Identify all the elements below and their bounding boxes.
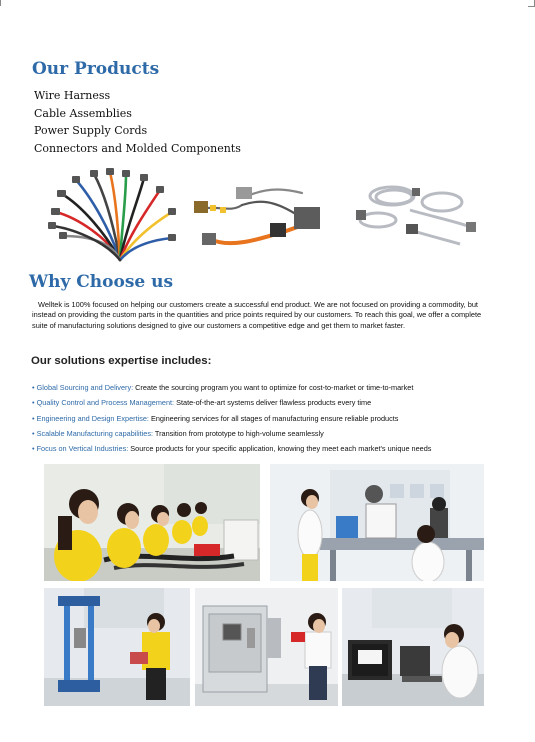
solution-text: State-of-the-art systems deliver flawless products every time <box>174 398 372 408</box>
intro-paragraph: Welltek is 100% focused on helping our customers create a successful end product. We are not focused on providing a commodity, but instead on providing the custom parts in the quantities and price points required by our customers. To reach this goal, we offer a complete suite of manufacturing solutions designed to give our customers a competitive edge and get them to market faster. <box>32 300 482 330</box>
product-item-wire-harness: Wire Harness <box>34 89 111 102</box>
environmental-chamber-photo <box>195 588 338 706</box>
solution-term: Engineering and Design Expertise: <box>36 413 149 423</box>
tensile-tester-photo <box>44 588 190 706</box>
bullet-marker: • <box>32 383 35 392</box>
bullet-marker: • <box>32 413 35 423</box>
solution-term: Quality Control and Process Management: <box>36 398 175 408</box>
engineering-workstation-photo <box>342 588 484 706</box>
power-cord-image <box>350 180 480 250</box>
product-item-power-supply-cords: Power Supply Cords <box>34 124 148 137</box>
cable-harness-image <box>190 183 326 255</box>
wire-bundle-image <box>48 168 178 264</box>
lab-testing-photo <box>270 464 484 581</box>
solution-text: Source products for your specific application, knowing they meet each market's unique needs <box>128 444 432 454</box>
bullet-marker: • <box>32 444 35 454</box>
why-choose-us-heading: Why Choose us <box>29 272 174 292</box>
solution-item <box>32 426 431 441</box>
solution-term: Focus on Vertical Industries: <box>36 444 129 454</box>
our-products-heading: Our Products <box>32 59 160 79</box>
solution-text: Engineering services for all stages of manufacturing ensure reliable products <box>148 413 399 423</box>
product-item-cable-assemblies: Cable Assemblies <box>34 106 132 120</box>
solution-text: Transition from prototype to high-volume seamlessly <box>153 428 324 438</box>
bullet-marker: • <box>32 398 35 408</box>
solution-item <box>32 380 431 395</box>
product-item-connectors: Connectors and Molded Components <box>34 141 241 155</box>
solution-term: Global Sourcing and Delivery: <box>36 383 134 392</box>
solutions-list <box>32 380 431 456</box>
crop-mark-top-left <box>0 0 7 6</box>
solution-text: Create the sourcing program you want to optimize for cost-to-market or time-to-market <box>133 383 414 392</box>
solution-item <box>32 411 431 426</box>
assembly-line-photo <box>44 464 260 581</box>
crop-mark-top-right <box>528 0 535 7</box>
expertise-heading: Our solutions expertise includes: <box>31 355 212 367</box>
product-list <box>34 87 241 157</box>
bullet-marker: • <box>32 428 35 438</box>
solution-item <box>32 441 431 456</box>
solution-item <box>32 395 431 410</box>
solution-term: Scalable Manufacturing capabilities: <box>36 428 154 438</box>
